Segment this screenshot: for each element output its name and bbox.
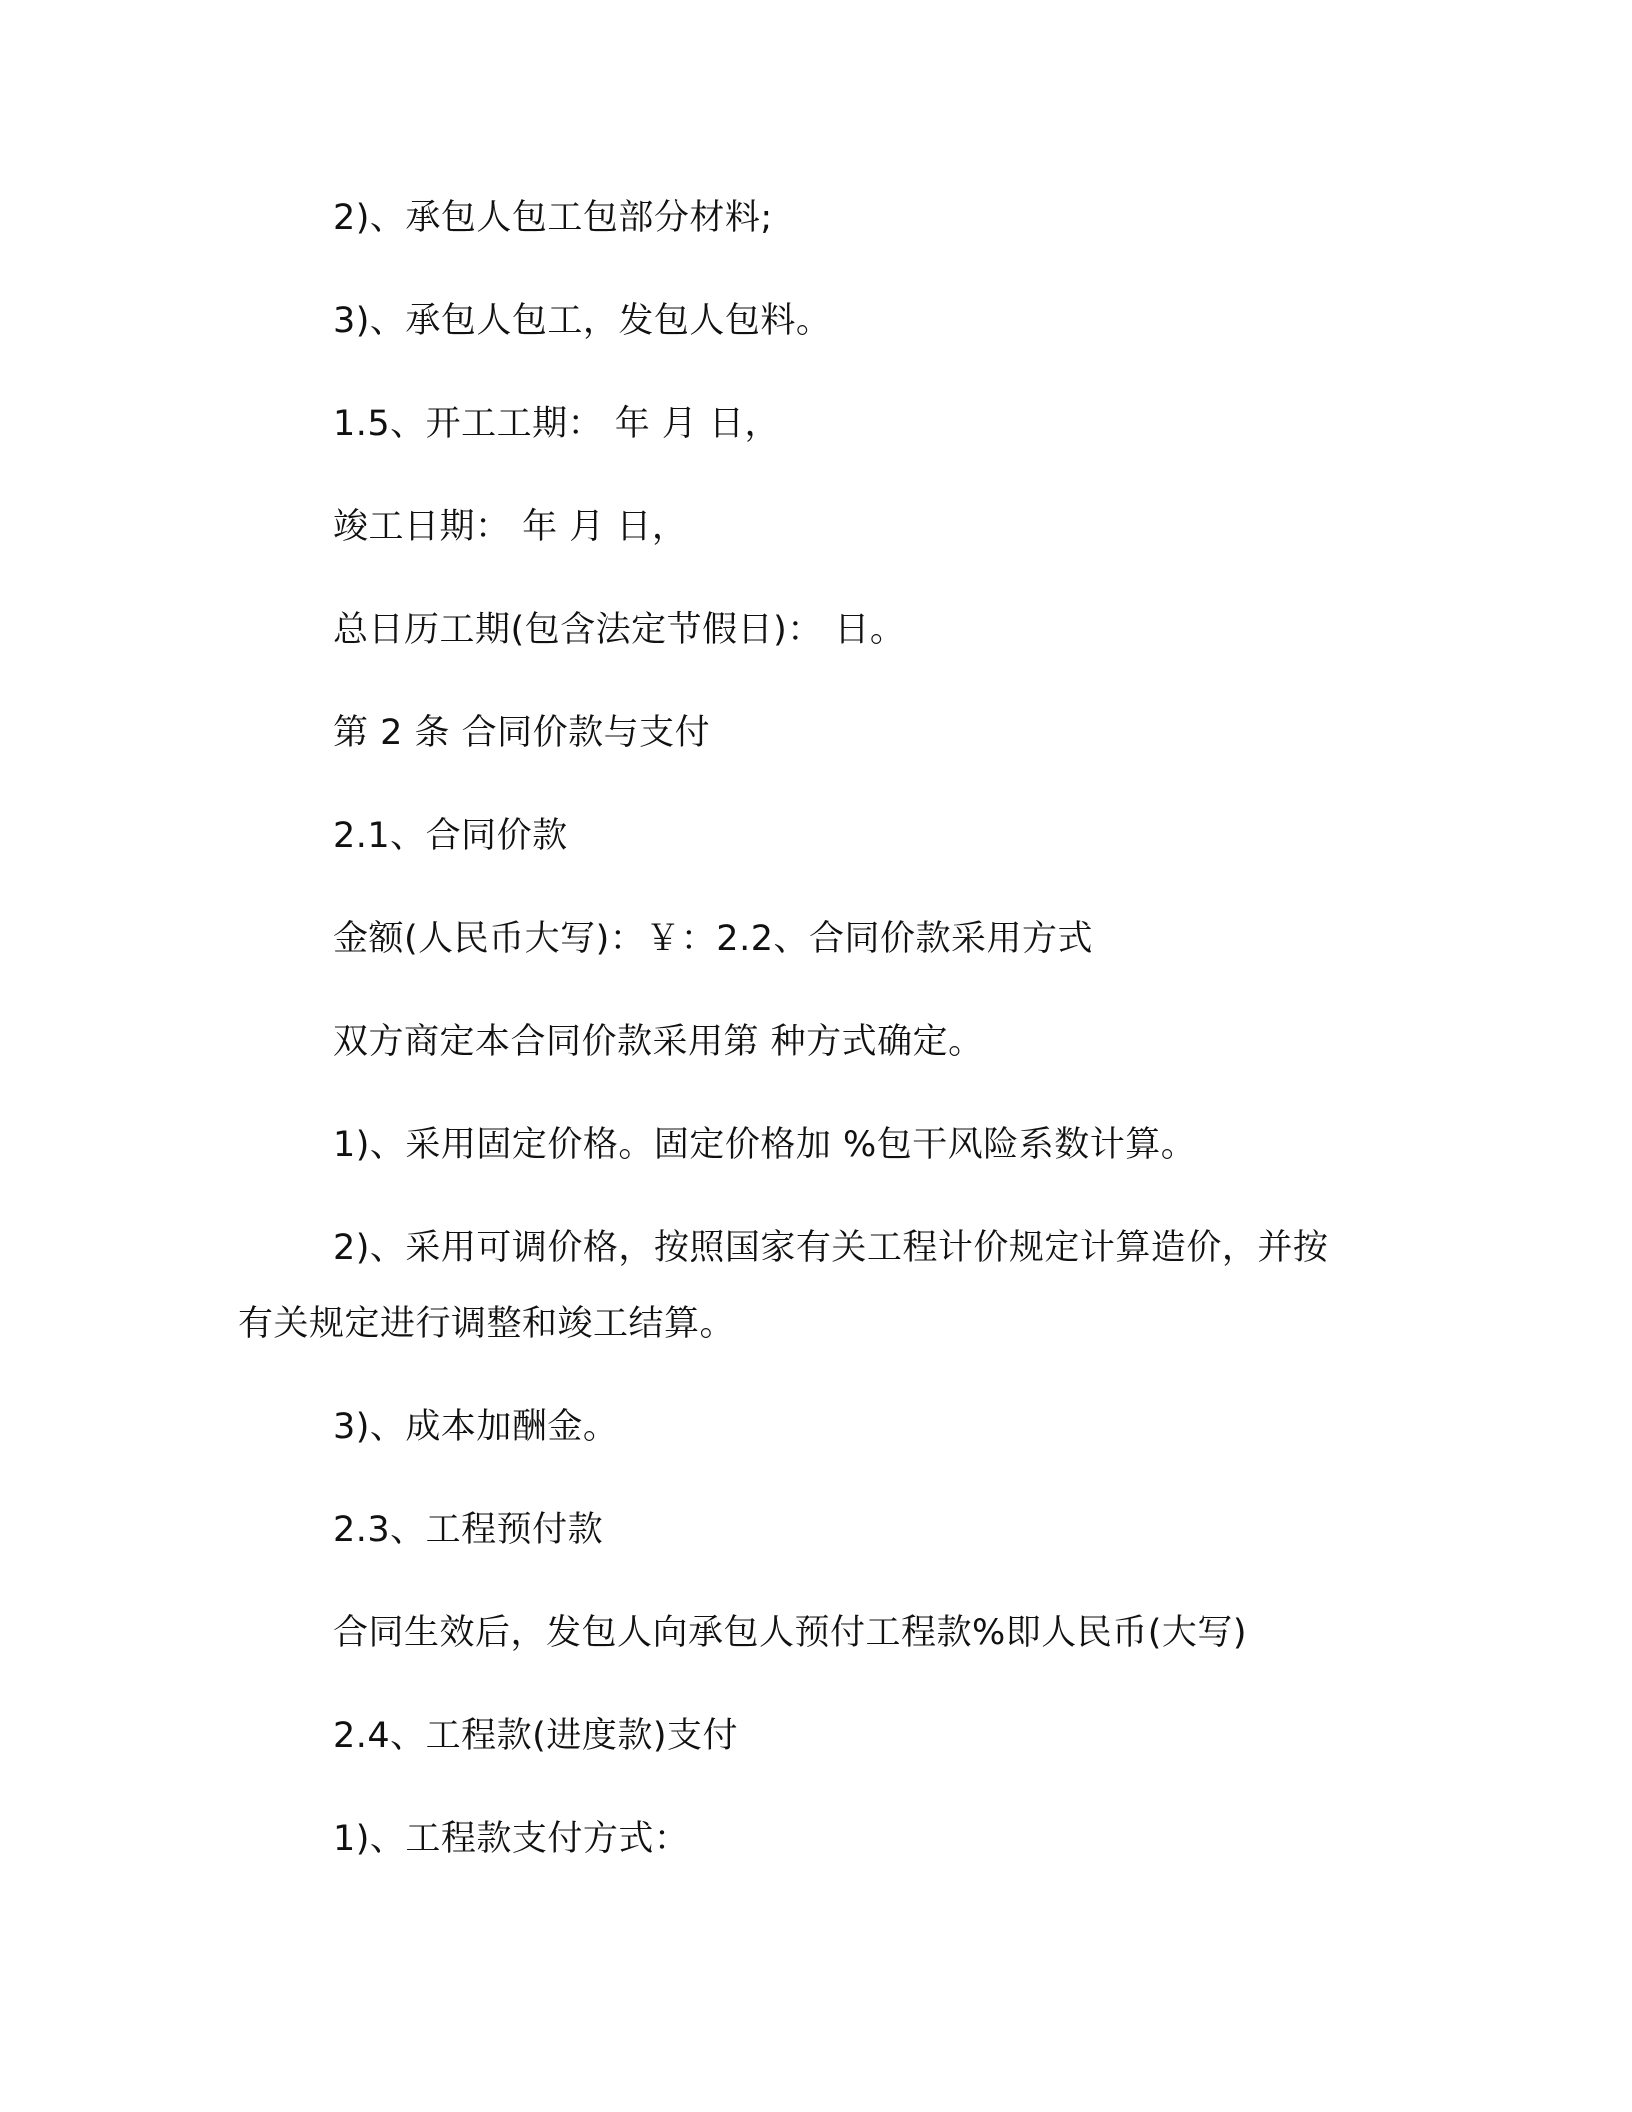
- item-2-partial-materials: 2)、承包人包工包部分材料;: [333, 198, 773, 238]
- amount-and-clause-2-2: 金额(人民币大写)：￥：2.2、合同价款采用方式: [333, 919, 1093, 959]
- advance-payment-text: 合同生效后，发包人向承包人预付工程款%即人民币(大写): [333, 1613, 1248, 1653]
- item-3-labor-only: 3)、承包人包工，发包人包料。: [333, 301, 832, 341]
- clause-2-1-contract-price: 2.1、合同价款: [333, 816, 568, 856]
- completion-date: 竣工日期： 年 月 日，: [333, 507, 688, 547]
- clause-2-4-progress-payment: 2.4、工程款(进度款)支付: [333, 1716, 738, 1756]
- item-1-fixed-price: 1)、采用固定价格。固定价格加 %包干风险系数计算。: [333, 1125, 1197, 1165]
- item-2-adjustable-price-continued: 有关规定进行调整和竣工结算。: [238, 1304, 736, 1344]
- total-calendar-period: 总日历工期(包含法定节假日)： 日。: [333, 610, 906, 650]
- clause-1-5-start-date: 1.5、开工工期： 年 月 日，: [333, 404, 781, 444]
- pricing-method-agreement: 双方商定本合同价款采用第 种方式确定。: [333, 1022, 984, 1062]
- item-2-adjustable-price: 2)、采用可调价格，按照国家有关工程计价规定计算造价，并按: [333, 1228, 1329, 1268]
- clause-2-3-advance-payment: 2.3、工程预付款: [333, 1510, 604, 1550]
- item-1-payment-method: 1)、工程款支付方式：: [333, 1819, 690, 1859]
- item-3-cost-plus: 3)、成本加酬金。: [333, 1407, 619, 1447]
- article-2-heading: 第 2 条 合同价款与支付: [333, 713, 711, 753]
